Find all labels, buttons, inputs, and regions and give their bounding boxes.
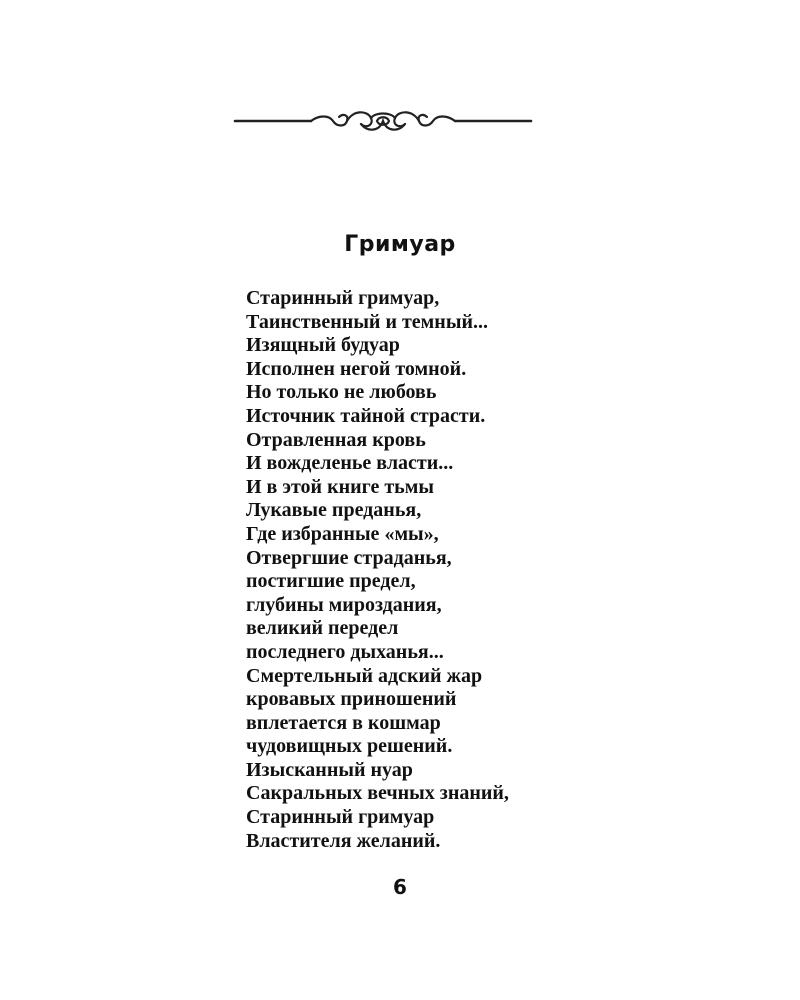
poem-line: Отравленная кровь (246, 428, 426, 451)
poem-line: глубины мироздания, (246, 593, 442, 616)
poem-line: постигшие предел, (246, 570, 416, 593)
poem-line: Лукавые преданья, (246, 499, 422, 522)
poem-line: И вожделенье власти... (246, 452, 454, 475)
poem-line: Властителя желаний. (246, 829, 441, 852)
poem-line: Таинственный и темный... (246, 310, 488, 333)
poem-line: Сакральных вечных знаний, (246, 782, 509, 805)
poem-line: Исполнен негой томной. (246, 357, 467, 380)
poem-line: вплетается в кошмар (246, 711, 441, 734)
poem-line: кровавых приношений (246, 688, 457, 711)
page-number: 6 (393, 875, 407, 899)
poem-line: последнего дыханья... (246, 640, 444, 663)
poem-line: Смертельный адский жар (246, 664, 483, 687)
poem-line: Изящный будуар (246, 334, 400, 357)
poem-line: Источник тайной страсти. (246, 404, 486, 427)
poem-line: И в этой книге тьмы (246, 475, 434, 498)
poem-line: Но только не любовь (246, 381, 437, 404)
poem-line: великий передел (246, 617, 399, 640)
poem-body (246, 287, 509, 853)
flourish-divider-icon (233, 106, 533, 136)
poem-line: чудовищных решений. (246, 735, 453, 758)
poem-line: Где избранные «мы», (246, 522, 439, 545)
poem-line: Отвергшие страданья, (246, 546, 452, 569)
poem-line: Старинный гримуар, (246, 287, 440, 309)
poem-title: Гримуар (344, 232, 456, 257)
poem-line: Старинный гримуар (246, 806, 435, 829)
poem-line: Изысканный нуар (246, 758, 413, 781)
